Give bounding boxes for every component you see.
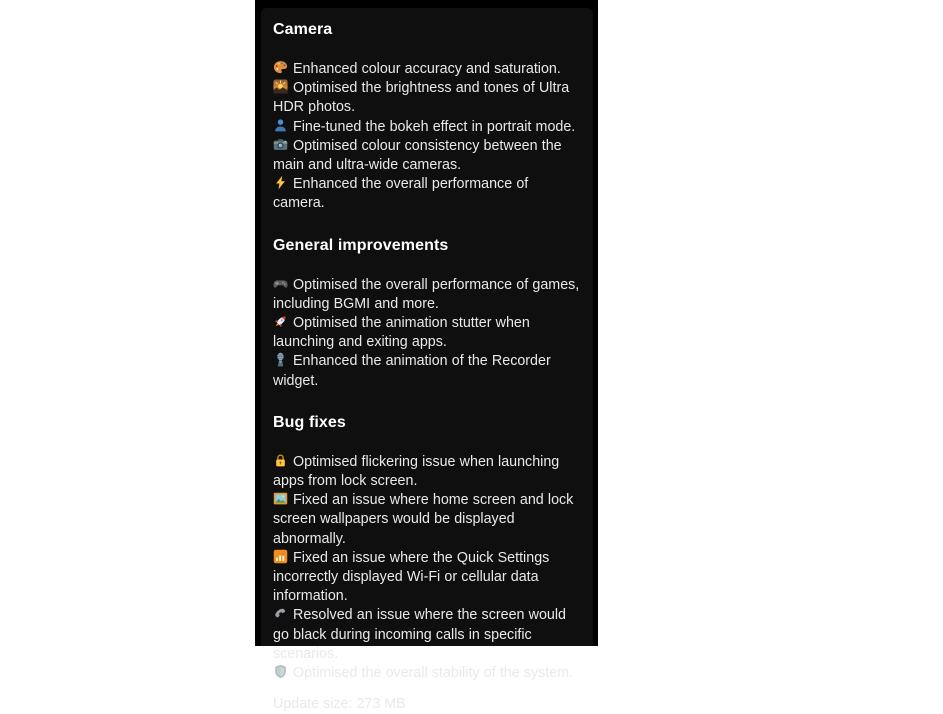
shield-icon bbox=[273, 664, 288, 679]
changelog-item bbox=[273, 79, 581, 117]
changelog-item bbox=[273, 664, 581, 683]
item-text: Optimised colour consistency between the main and ultra-wide cameras. bbox=[273, 137, 562, 174]
changelog-item bbox=[273, 118, 581, 137]
section-items bbox=[273, 453, 581, 683]
item-text: Optimised the animation stutter when launching and exiting apps. bbox=[273, 315, 530, 351]
changelog-sections bbox=[273, 19, 581, 683]
changelog-item bbox=[273, 606, 581, 664]
signal-bars-icon bbox=[273, 549, 288, 564]
update-size-label: Update size: 273 MB bbox=[273, 696, 406, 713]
microphone-icon bbox=[273, 352, 288, 367]
item-text: Optimised the overall performance of games, including BGMI and more. bbox=[273, 276, 580, 312]
update-changelog-panel bbox=[255, 0, 598, 713]
item-text: Fixed an issue where the Quick Settings incorrectly displayed Wi-Fi or cellular data information. bbox=[273, 549, 550, 605]
changelog-section bbox=[273, 235, 581, 391]
changelog-item bbox=[273, 175, 581, 213]
item-text: Enhanced colour accuracy and saturation. bbox=[293, 61, 561, 77]
section-title: Bug fixes bbox=[273, 413, 346, 431]
changelog-section bbox=[273, 19, 581, 214]
rocket-icon bbox=[273, 314, 288, 329]
changelog-item bbox=[273, 314, 581, 352]
gamepad-icon bbox=[273, 276, 288, 291]
item-text: Optimised the overall stability of the system. bbox=[293, 665, 574, 682]
section-items bbox=[273, 60, 581, 214]
item-text: Enhanced the overall performance of camera. bbox=[273, 176, 529, 212]
changelog-item bbox=[273, 549, 581, 607]
section-items bbox=[273, 276, 581, 391]
changelog-item bbox=[273, 137, 581, 175]
item-text: Fine-tuned the bokeh effect in portrait mode. bbox=[293, 118, 576, 135]
section-title: Camera bbox=[273, 21, 333, 38]
changelog-section bbox=[273, 412, 581, 683]
lightning-icon bbox=[273, 175, 288, 190]
camera-icon bbox=[273, 137, 288, 152]
item-text: Resolved an issue where the screen would go black during incoming calls in specific scenarios. bbox=[273, 607, 566, 662]
framed-picture-icon bbox=[273, 491, 288, 506]
changelog-item bbox=[273, 276, 581, 314]
changelog-item bbox=[273, 491, 581, 549]
section-title: General improvements bbox=[273, 236, 449, 254]
item-text: Optimised flickering issue when launching apps from lock screen. bbox=[273, 453, 560, 490]
changelog-content bbox=[261, 8, 593, 713]
sunset-icon bbox=[273, 79, 288, 94]
changelog-item bbox=[273, 453, 581, 491]
item-text: Optimised the brightness and tones of Ultra HDR photos. bbox=[273, 80, 570, 116]
palette-icon bbox=[273, 60, 288, 75]
item-text: Enhanced the animation of the Recorder widget. bbox=[273, 353, 551, 389]
changelog-item bbox=[273, 352, 581, 390]
item-text: Fixed an issue where home screen and lock screen wallpapers would be displayed abnormally. bbox=[273, 492, 574, 547]
telephone-icon bbox=[273, 606, 288, 621]
person-silhouette-icon bbox=[273, 118, 288, 133]
changelog-item bbox=[273, 60, 581, 79]
lock-icon bbox=[273, 453, 288, 468]
